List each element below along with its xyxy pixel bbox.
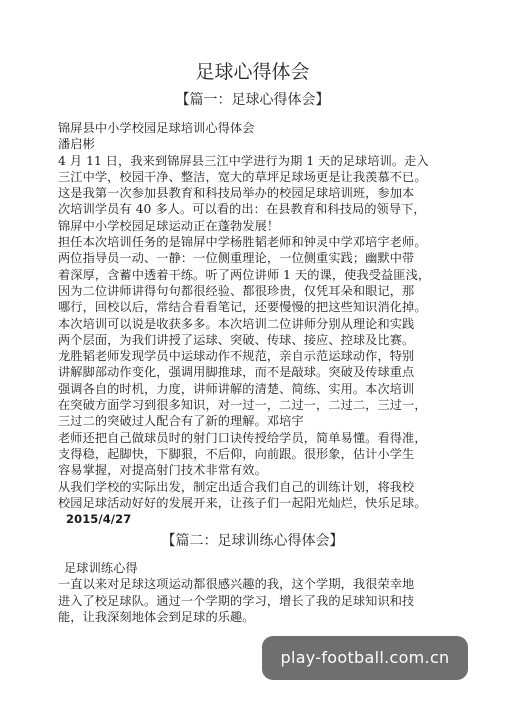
section2-line: 进入了校足球队。通过一个学期的学习，增长了我的足球知识和技 <box>58 593 415 608</box>
site-watermark: play-football.com.cn <box>262 636 468 680</box>
section1-line: 哪行，回校以后，常结合看看笔记，还要慢慢的把这些知识消化掉。 <box>58 300 427 315</box>
section1-line: 老师还把自己做球员时的射门口诀传授给学员，简单易懂。看得准， <box>58 430 427 445</box>
section1-line: 校园足球活动好好的发展开来，让孩子们一起阳光灿烂，快乐足球。 <box>58 495 427 510</box>
section1-line: 支得稳，起脚快，下脚狠，不后仰，向前跟。很形象，估计小学生 <box>58 446 415 461</box>
section1-line: 着深厚，含蓄中透着干练。听了两位讲师 1 天的课，使我受益匪浅， <box>58 267 431 282</box>
section1-line: 从我们学校的实际出发，制定出适合我们自己的训练计划，将我校 <box>58 479 415 494</box>
section1-line: 讲解脚部动作变化，强调用脚推球，而不是敲球。突破及传球重点 <box>58 365 415 380</box>
section1-line: 容易掌握，对提高射门技术非常有效。 <box>58 463 267 478</box>
section1-line: 两位指导员一动、一静：一位侧重理论，一位侧重实践；幽默中带 <box>58 251 415 266</box>
section1-line: 锦屏中小学校园足球运动正在蓬勃发展！ <box>58 218 280 233</box>
section2-line: 一直以来对足球这项运动都很感兴趣的我，这个学期，我很荣幸地 <box>58 577 415 592</box>
section1-line: 因为二位讲师讲得句句都很经验、都很珍贵，仅凭耳朵和眼记，那 <box>58 283 415 298</box>
section1-body <box>58 120 478 527</box>
section1-paragraphs <box>58 153 478 512</box>
section1-line: 两个层面，为我们讲授了运球、突破、传球、接应、控球及比赛。 <box>58 332 415 347</box>
section1-line: 4 月 11 日，我来到锦屏县三江中学进行为期 1 天的足球培训。走入 <box>58 153 429 168</box>
section1-line: 次培训学员有 40 多人。可以看的出：在县教育和科技局的领导下， <box>58 202 426 217</box>
document-title: 足球心得体会 <box>195 61 310 83</box>
section1-subtitle: 锦屏县中小学校园足球培训心得体会 <box>58 121 255 135</box>
section1-line: 这是我第一次参加县教育和科技局举办的校园足球培训班，参加本 <box>58 186 415 201</box>
section1-author: 潘启彬 <box>58 137 95 152</box>
section1-line: 在突破方面学习到很多知识，对一过一，二过一，二过二，三过一， <box>58 398 427 413</box>
section1-line: 本次培训可以说是收获多多。本次培训二位讲师分别从理论和实践 <box>58 316 415 331</box>
section1-date: 2015/4/27 <box>66 512 132 527</box>
section1-line: 担任本次培训任务的是锦屏中学杨胜韬老师和钟灵中学邓培宇老师。 <box>58 235 427 250</box>
section1-line: 强调各自的时机，力度，讲师讲解的清楚、简练、实用。本次培训 <box>58 381 415 396</box>
section2-paragraphs <box>58 576 478 625</box>
section1-line: 三江中学，校园干净、整洁，宽大的草坪足球场更是让我羡慕不已。 <box>58 169 427 184</box>
section1-heading: 【篇一：足球心得体会】 <box>175 92 330 108</box>
section2-line: 能，让我深刻地体会到足球的乐趣。 <box>58 609 255 624</box>
section2-body <box>58 560 478 625</box>
section1-line: 龙胜韬老师发现学员中运球动作不规范，亲自示范运球动作，特别 <box>58 349 415 364</box>
section2-heading: 【篇二：足球训练心得体会】 <box>161 533 344 549</box>
section2-subtitle: 足球训练心得 <box>64 561 138 575</box>
section1-line: 三过二的突破过人配合有了新的理解。邓培宇 <box>58 414 304 429</box>
